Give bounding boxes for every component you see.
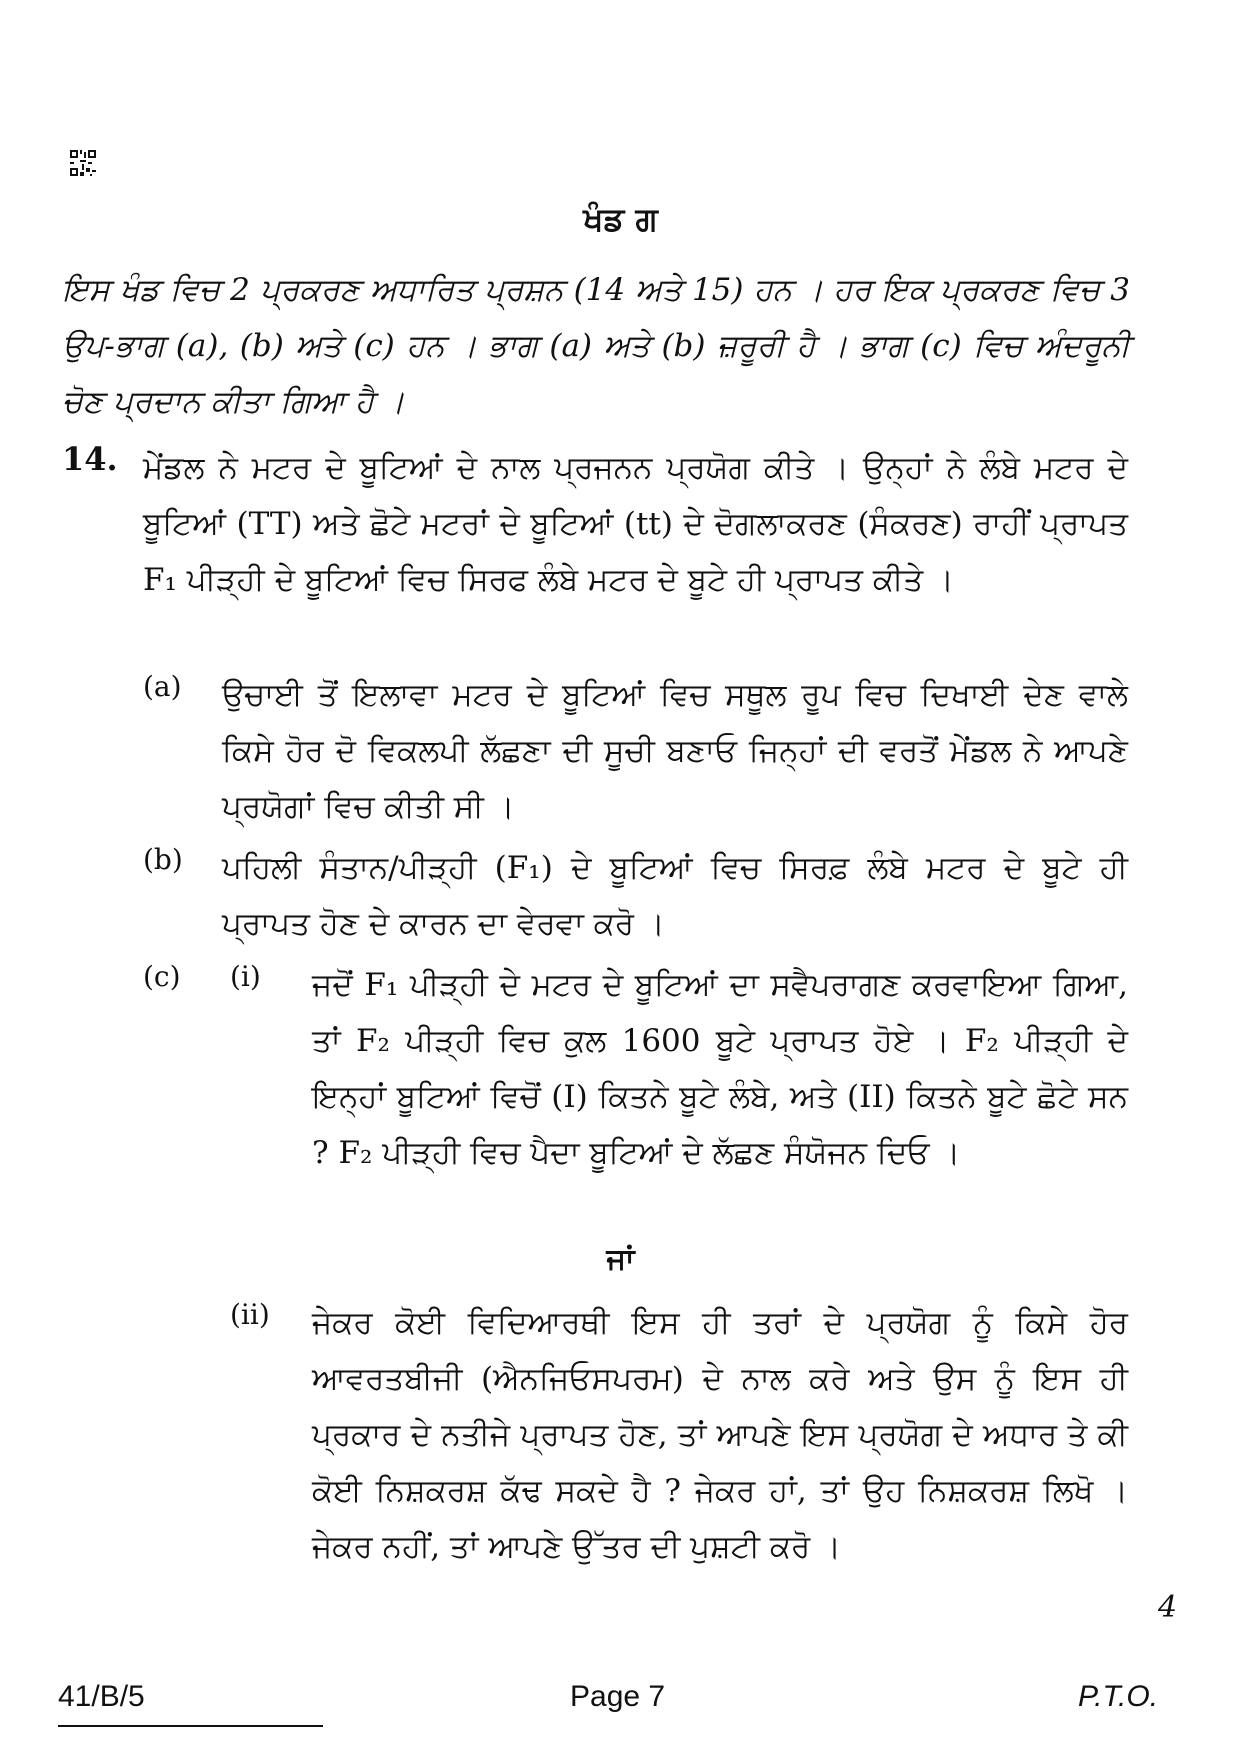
section-title: ਖੰਡ ਗ [583,200,658,238]
part-a-text: ਉਚਾਈ ਤੋਂ ਇਲਾਵਾ ਮਟਰ ਦੇ ਬੂਟਿਆਂ ਵਿਚ ਸਥੂਲ ਰੂਪ ਵਿਚ ਦਿਖਾਈ ਦੇਣ ਵਾਲੇ ਕਿਸੇ ਹੋਰ ਦੋ ਵਿਕਲਪੀ ਲੱਛਣਾ ਦੀ ਸੂਚੀ ਬਣਾਓ ਜਿਨ੍ਹਾਂ ਦੀ ਵਰਤੋਂ ਮੇਂਡਲ ਨੇ ਆਪਣੇ ਪ੍ਰਯੋਗਾਂ ਵਿਚ ਕੀਤੀ ਸੀ । [222,677,1128,825]
part-b-label: (b) [143,843,183,876]
section-instructions: ਇਸ ਖੰਡ ਵਿਚ 2 ਪ੍ਰਕਰਣ ਅਧਾਰਿਤ ਪ੍ਰਸ਼ਨ (14 ਅਤੇ 15) ਹਨ । ਹਰ ਇਕ ਪ੍ਰਕਰਣ ਵਿਚ 3 ਉਪ-ਭਾਗ (a), (b) ਅਤੇ (c) ਹਨ । ਭਾਗ (a) ਅਤੇ (b) ਜ਼ਰੂਰੀ ਹੈ । ਭਾਗ (c) ਵਿਚ ਅੰਦਰੂਨੀ ਚੋਣ ਪ੍ਰਦਾਨ ਕੀਤਾ ਗਿਆ ਹੈ । [62,272,1130,420]
or-separator: ਜਾਂ [606,1242,635,1277]
part-c-i-label: (i) [230,960,261,993]
paper-code: 41/B/5 [58,1680,145,1713]
part-c-ii-label: (ii) [230,1298,270,1331]
part-c-ii-text: ਜੇਕਰ ਕੋਈ ਵਿਦਿਆਰਥੀ ਇਸ ਹੀ ਤਰਾਂ ਦੇ ਪ੍ਰਯੋਗ ਨੂੰ ਕਿਸੇ ਹੋਰ ਆਵਰਤਬੀਜੀ (ਐਨਜਿਓਸਪਰਮ) ਦੇ ਨਾਲ ਕਰੇ ਅਤੇ ਉਸ ਨੂੰ ਇਸ ਹੀ ਪ੍ਰਕਾਰ ਦੇ ਨਤੀਜੇ ਪ੍ਰਾਪਤ ਹੋਣ, ਤਾਂ ਆਪਣੇ ਇਸ ਪ੍ਰਯੋਗ ਦੇ ਅਧਾਰ ਤੇ ਕੀ ਕੋਈ ਨਿਸ਼ਕਰਸ਼ ਕੱਢ ਸਕਦੇ ਹੈ ? ਜੇਕਰ ਹਾਂ, ਤਾਂ ਉਹ ਨਿਸ਼ਕਰਸ਼ ਲਿਖੋ । ਜੇਕਰ ਨਹੀਂ, ਤਾਂ ਆਪਣੇ ਉੱਤਰ ਦੀ ਪੁਸ਼ਟੀ ਕਰੋ । [312,1305,1128,1565]
question-number: 14. [62,440,118,478]
pto-label: P.T.O. [1078,1680,1159,1713]
part-a-label: (a) [143,670,182,703]
part-b-text: ਪਹਿਲੀ ਸੰਤਾਨ/ਪੀੜ੍ਹੀ (F₁) ਦੇ ਬੂਟਿਆਂ ਵਿਚ ਸਿਰਫ਼ ਲੰਬੇ ਮਟਰ ਦੇ ਬੂਟੇ ਹੀ ਪ੍ਰਾਪਤ ਹੋਣ ਦੇ ਕਾਰਨ ਦਾ ਵੇਰਵਾ ਕਰੋ । [222,850,1128,942]
footer-rule [58,1725,323,1727]
part-c-label: (c) [143,960,181,993]
part-c-i-text: ਜਦੋਂ F₁ ਪੀੜ੍ਹੀ ਦੇ ਮਟਰ ਦੇ ਬੂਟਿਆਂ ਦਾ ਸਵੈਪਰਾਗਣ ਕਰਵਾਇਆ ਗਿਆ, ਤਾਂ F₂ ਪੀੜ੍ਹੀ ਵਿਚ ਕੁਲ 1600 ਬੂਟੇ ਪ੍ਰਾਪਤ ਹੋਏ । F₂ ਪੀੜ੍ਹੀ ਦੇ ਇਨ੍ਹਾਂ ਬੂਟਿਆਂ ਵਿਚੋਂ (I) ਕਿਤਨੇ ਬੂਟੇ ਲੰਬੇ, ਅਤੇ (II) ਕਿਤਨੇ ਬੂਟੇ ਛੋਟੇ ਸਨ ? F₂ ਪੀੜ੍ਹੀ ਵਿਚ ਪੈਦਾ ਬੂਟਿਆਂ ਦੇ ਲੱਛਣ ਸੰਯੋਜਨ ਦਿਓ । [312,967,1128,1171]
question-stem: ਮੇਂਡਲ ਨੇ ਮਟਰ ਦੇ ਬੂਟਿਆਂ ਦੇ ਨਾਲ ਪ੍ਰਜਨਨ ਪ੍ਰਯੋਗ ਕੀਤੇ । ਉਨ੍ਹਾਂ ਨੇ ਲੰਬੇ ਮਟਰ ਦੇ ਬੂਟਿਆਂ (TT) ਅਤੇ ਛੋਟੇ ਮਟਰਾਂ ਦੇ ਬੂਟਿਆਂ (tt) ਦੇ ਦੋਗਲਾਕਰਣ (ਸੰਕਰਣ) ਰਾਹੀਂ ਪ੍ਰਾਪਤ F₁ ਪੀੜ੍ਹੀ ਦੇ ਬੂਟਿਆਂ ਵਿਚ ਸਿਰਫ ਲੰਬੇ ਮਟਰ ਦੇ ਬੂਟੇ ਹੀ ਪ੍ਰਾਪਤ ਕੀਤੇ । [143,450,1128,598]
marks: 4 [1158,1590,1178,1625]
qr-code-icon [70,150,96,176]
page-number: Page 7 [570,1680,666,1713]
